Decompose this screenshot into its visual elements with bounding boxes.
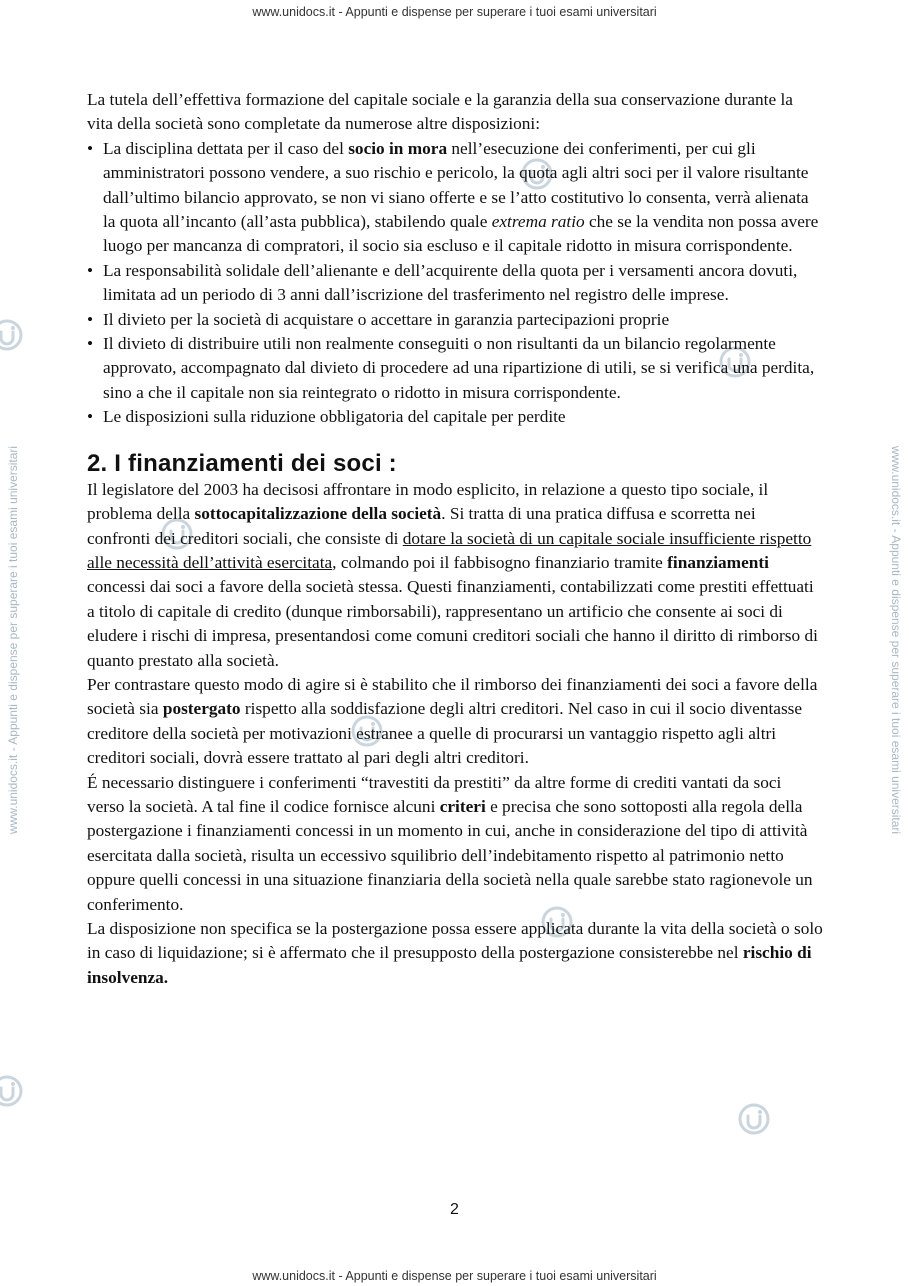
header-banner: www.unidocs.it - Appunti e dispense per superare i tuoi esami universitari bbox=[252, 5, 657, 19]
list-item: • Il divieto per la società di acquistare o accettare in garanzia partecipazioni proprie bbox=[87, 308, 823, 332]
side-watermark-left: www.unidocs.it - Appunti e dispense per superare i tuoi esami universitari bbox=[6, 445, 20, 835]
side-watermark-right: www.unidocs.it - Appunti e dispense per superare i tuoi esami universitari bbox=[889, 445, 903, 835]
body-paragraph: É necessario distinguere i conferimenti “travestiti da prestiti” da altre forme di crediti vantati da soci verso la società. A tal fine il codice fornisce alcuni criteri e precisa che sono sottoposti alla regola della postergazione i finanziamenti concessi in un momento in cui, anche in considerazione del tipo di attività esercitata dalla società, risulta un eccessivo squilibrio dell’indebitamento rispetto al patrimonio netto oppure quelli concessi in una situazione finanziaria della società nella quale sarebbe stato ragionevole un conferimento. bbox=[87, 772, 813, 914]
list-item: • La disciplina dettata per il caso del socio in mora nell’esecuzione dei conferimenti, per cui gli amministratori possono vendere, a suo rischio e pericolo, la quota agli altri soci per il valore risultante dall’ultimo bilancio approvato, se non vi siano offerte e se l’atto costitutivo lo consenta, verrà alienata la quota all’incanto (all’asta pubblica), stabilendo quale extrema ratio che se la vendita non possa avere luogo per mancanza di compratori, il socio sia escluso e il capitale ridotto in misura corrispondente. bbox=[87, 137, 823, 259]
unidocs-logo-icon bbox=[0, 1074, 24, 1108]
list-item: • La responsabilità solidale dell’alienante e dell’acquirente della quota per i versamenti ancora dovuti, limitata ad un periodo di 3 anni dall’iscrizione del trasferimento nel registro delle imprese. bbox=[87, 259, 823, 308]
section-heading: 2. I finanziamenti dei soci : bbox=[87, 449, 397, 477]
document-body bbox=[87, 88, 823, 990]
unidocs-logo-icon bbox=[737, 1102, 771, 1136]
intro-paragraph: La tutela dell’effettiva formazione del capitale sociale e la garanzia della sua conservazione durante la vita della società sono completate da numerose altre disposizioni: bbox=[87, 90, 793, 134]
provisions-list bbox=[87, 137, 823, 430]
footer-banner: www.unidocs.it - Appunti e dispense per superare i tuoi esami universitari bbox=[252, 1269, 657, 1283]
body-paragraph: La disposizione non specifica se la postergazione possa essere applicata durante la vita della società o solo in caso di liquidazione; si è affermato che il presupposto della postergazione consisterebbe nel rischio di insolvenza. bbox=[87, 919, 823, 987]
body-paragraph: Il legislatore del 2003 ha decisosi affrontare in modo esplicito, in relazione a questo tipo sociale, il problema della sottocapitalizzazione della società. Si tratta di una pratica diffusa e scorretta nei confronti dei creditori sociali, che consiste di dotare la società di un capitale sociale insufficiente rispetto alle necessità dell’attività esercitata, colmando poi il fabbisogno finanziario tramite finanziamenti concessi dai soci a favore della società stessa. Questi finanziamenti, contabilizzati come prestiti effettuati a titolo di capitale di credito (dunque rimborsabili), rappresentano un artificio che consente ai soci di eludere i rischi di impresa, presentandosi come comuni creditori sociali che hanno il diritto di rimborso di quanto prestato alla società. bbox=[87, 479, 818, 670]
unidocs-logo-icon bbox=[0, 318, 24, 352]
page-number: 2 bbox=[450, 1201, 459, 1218]
body-paragraph: Per contrastare questo modo di agire si è stabilito che il rimborso dei finanziamenti dei soci a favore della società sia postergato rispetto alla soddisfazione degli altri creditori. Nel caso in cui il socio diventasse creditore della società per motivazioni estranee a quelle di procurarsi un vantaggio rispetto agli altri creditori sociali, dovrà essere trattato al pari degli altri creditori. bbox=[87, 674, 818, 768]
list-item: • Le disposizioni sulla riduzione obbligatoria del capitale per perdite bbox=[87, 405, 823, 429]
list-item: • Il divieto di distribuire utili non realmente conseguiti o non risultanti da un bilancio regolarmente approvato, accompagnato dal divieto di procedere ad una ripartizione di utili, se si verifica una perdita, sino a che il capitale non sia reintegrato o ridotto in misura corrispondente. bbox=[87, 332, 823, 405]
